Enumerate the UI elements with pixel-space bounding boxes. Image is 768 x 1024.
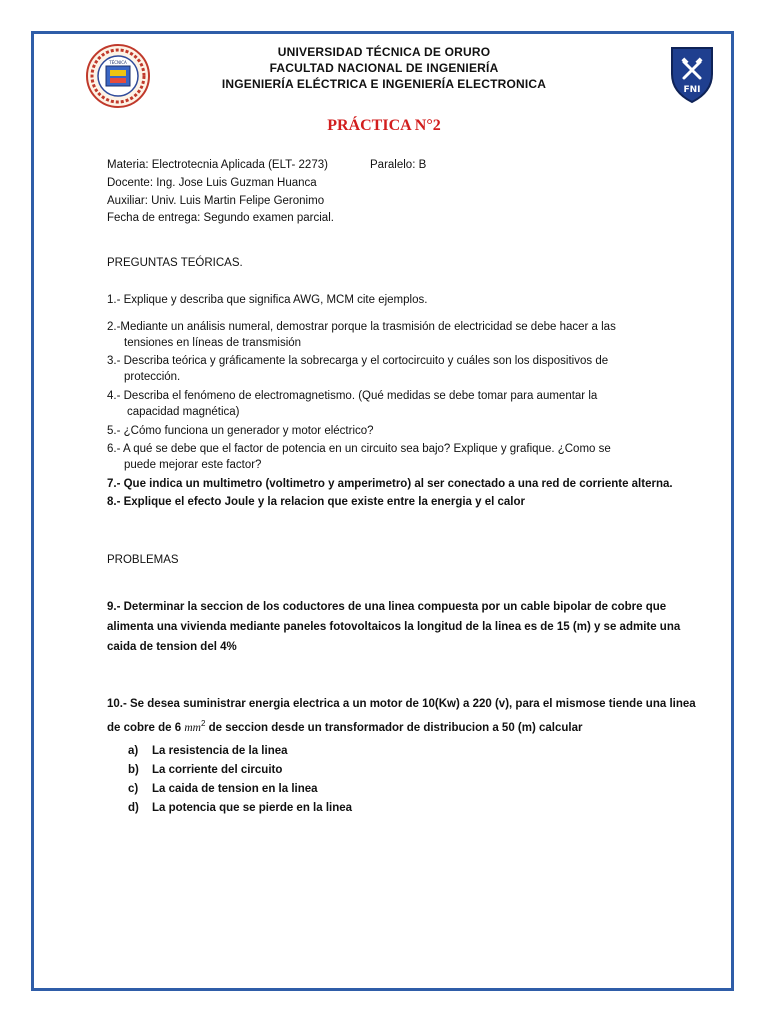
question-7: 7.- Que indica un multimetro (voltimetro y amperimetro) al ser conectado a una red de corriente alterna. [107, 478, 673, 490]
question-6-line2: puede mejorar este factor? [124, 459, 262, 471]
list-item-text: La corriente del circuito [152, 764, 283, 776]
list-item [128, 742, 352, 761]
question-2-line2: tensiones en líneas de transmisión [124, 337, 302, 349]
list-item [128, 761, 352, 780]
list-item-label: b) [128, 764, 139, 776]
problem-10 [107, 694, 727, 738]
question-6-line1: 6.- A qué se debe que el factor de potencia en un circuito sea bajo? Explique y grafique. ¿Como se [107, 443, 611, 455]
question-3 [107, 353, 707, 385]
question-4-line2: capacidad magnética) [127, 406, 240, 418]
fni-shield-logo [668, 44, 716, 104]
list-item-label: a) [128, 745, 139, 757]
info-fecha: Fecha de entrega: Segundo examen parcial. [107, 212, 334, 224]
problem-9-line3: caida de tension del 4% [107, 641, 237, 653]
info-paralelo: Paralelo: B [370, 159, 427, 171]
problem-9-line1: 9.- Determinar la seccion de los coductores de una linea compuesta por un cable bipolar de cobre que [107, 601, 667, 613]
question-4-line1: 4.- Describa el fenómeno de electromagnetismo. (Qué medidas se debe tomar para aumentar la [107, 390, 598, 402]
problem-9-line2: alimenta una vivienda mediante paneles fotovoltaicos la longitud de la linea es de 15 (m) y se admite una [107, 621, 681, 633]
unit-mm: mm [184, 721, 201, 734]
problem-10-list [128, 742, 352, 818]
question-8: 8.- Explique el efecto Joule y la relacion que existe entre la energia y el calor [107, 496, 526, 508]
header-university: UNIVERSIDAD TÉCNICA DE ORURO [277, 45, 491, 59]
list-item-label: c) [128, 783, 139, 795]
problem-10-line1: 10.- Se desea suministrar energia electrica a un motor de 10(Kw) a 220 (v), para el mismose tiende una linea [107, 698, 696, 710]
shield-text: FNI [683, 85, 701, 95]
problem-10-text-pre: de cobre de 6 [107, 721, 185, 734]
university-seal-logo [86, 44, 150, 108]
list-item-text: La resistencia de la linea [152, 745, 288, 757]
info-auxiliar: Auxiliar: Univ. Luis Martin Felipe Geronimo [107, 195, 325, 207]
question-3-line2: protección. [124, 371, 181, 383]
list-item-text: La potencia que se pierde en la linea [152, 802, 353, 814]
problem-9 [107, 597, 727, 657]
page-title: PRÁCTICA N°2 [327, 117, 441, 134]
question-3-line1: 3.- Describa teórica y gráficamente la sobrecarga y el cortocircuito y cuáles son los dispositivos de [107, 355, 609, 367]
section-problemas: PROBLEMAS [107, 554, 179, 566]
question-6 [107, 441, 707, 473]
question-1: 1.- Explique y describa que significa AWG, MCM cite ejemplos. [107, 294, 428, 306]
header-faculty: FACULTAD NACIONAL DE INGENIERÍA [269, 61, 499, 75]
question-4 [107, 388, 707, 420]
list-item [128, 799, 352, 818]
seal-text: TÉCNICA [109, 60, 127, 65]
question-5: 5.- ¿Cómo funciona un generador y motor eléctrico? [107, 425, 374, 437]
question-2 [107, 319, 707, 351]
list-item [128, 780, 352, 799]
section-teoricas: PREGUNTAS TEÓRICAS. [107, 257, 243, 269]
list-item-label: d) [128, 802, 139, 814]
info-materia: Materia: Electrotecnia Aplicada (ELT- 2273) [107, 159, 328, 171]
question-2-line1: 2.-Mediante un análisis numeral, demostrar porque la trasmisión de electricidad se debe hacer a las [107, 321, 616, 333]
problem-10-text-post: de seccion desde un transformador de distribucion a 50 (m) calcular [205, 721, 583, 734]
list-item-text: La caida de tension en la linea [152, 783, 318, 795]
info-docente: Docente: Ing. Jose Luis Guzman Huanca [107, 177, 317, 189]
problem-10-line2 [107, 714, 727, 738]
header-careers: INGENIERÍA ELÉCTRICA E INGENIERÍA ELECTRONICA [221, 77, 547, 91]
unit-exponent: 2 [200, 719, 206, 728]
